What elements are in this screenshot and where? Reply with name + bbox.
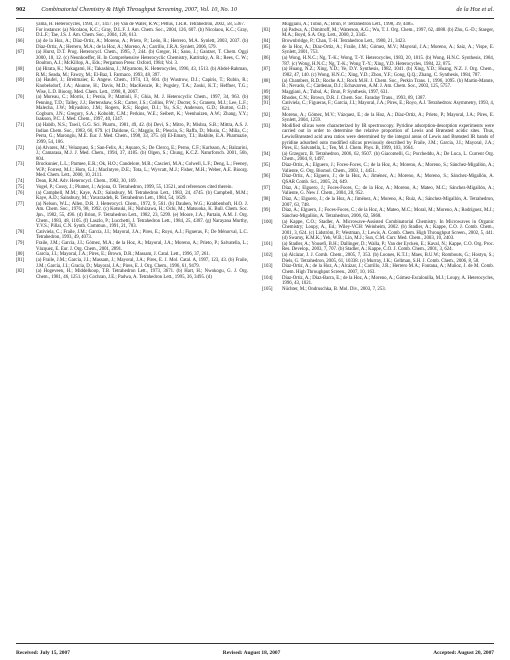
reference-number: [105]	[262, 287, 273, 293]
reference-number: [79]	[16, 241, 25, 247]
reference-entry	[262, 39, 494, 45]
reference-number: [82]	[16, 269, 25, 275]
accepted-date: Accepted: August 20, 2007	[433, 650, 494, 656]
reference-text: Díaz-Ortiz, A.; de la Hoz, A.; Alcázar, J.; Carrillo, J.R.; Herrero M.A.; Fontana, A.; Muñoz, J. de M. Comb. Chem. High Throughput Screen., 2007, 10, 163.	[282, 264, 494, 275]
reference-entry	[16, 258, 248, 269]
reference-entry	[262, 242, 494, 253]
reference-number: [87]	[262, 67, 271, 73]
reference-text: Dean, R.M. Adv. Heterocycl. Chem., 1982, 30, 169.	[36, 179, 137, 185]
reference-text: Rhodes, C.N.; Brown, D.R. J. Chem. Soc. Faraday Trans., 1993, 89, 1387.	[282, 95, 427, 101]
reference-text: (a) Habib, N.S.; Tawil, G.G. Sci. Pharm., 1981, 49, 42. (b) Devi, S.; Mitro, P.; Mishra, S.B.; Mittra, A.S. J. Indian Chem. Soc., 1983, 60, 679. (c) Daidone, G.; Maggio, B.; Plescia, S.; Raffa, D.; Musiu, C.; Milia, C.; Perra, G.; Marongiu, M.E. Eur. J. Med. Chem., 1998, 33, 375. (d) El-Emary, T.I.; Bakhite, E.A. Pharmazie, 1999, 54, 106.	[36, 123, 248, 145]
reference-number: [99]	[262, 208, 271, 214]
reference-entry	[16, 146, 248, 163]
reference-text: (a) Grzegorz, B. Tetrahedron, 2006, 62, 9507. (b) Giacomelli, G.; Porcheddu, A.; De Luca, L. Current Org. Chem., 2004, 8, 1497.	[282, 151, 494, 163]
reference-number: [100]	[262, 219, 273, 225]
reference-text: Díaz-Ortiz, A.; Elguero, J.; de la Hoz, A.; Jiménez, A.; Moreno, A.; Moreno, S.; Sánchez-Migallón, A. QSAR Comb. Sci., 2005, 24, 649.	[282, 174, 494, 185]
reference-text: (a) Alvarez, M.; Velazquez, S.; San-Felix, A.; Aquaro, S.; De Clercq, E.; Perno, C.F.; Karlsson, A.; Balzarini, J.; Camarasa, M.J. J. Med. Chem., 1994, 37, 4185. (b) Olgen, S.; Chung, K.C.Z. Naturforsch. 2001, 56b, 804.	[36, 145, 248, 162]
reference-number: [77]	[16, 201, 25, 207]
reference-entry	[262, 124, 494, 152]
reference-entry	[262, 67, 494, 78]
reference-text: (a) Padwa, A.; Dimitroff, M.; Waterson, A.G.; Wu, T. J. Org. Chem., 1997, 62, 4088. (b) Zhu, G.-D.; Staeger, M.A.; Boyd, S.A. Org. Lett., 2000, 2, 3345.	[282, 27, 494, 39]
page-number: 902	[16, 6, 26, 13]
reference-number: [93]	[262, 123, 271, 129]
reference-text: For instance: (a) Nicolaou, K.C.; Gray, D.L.F. J. Am. Chem. Soc., 2004, 126, 607. (b) Nicolaou, K.C.; Gray, D.L.F.; Tae, J.S. J. Am. Chem. Soc., 2004, 126, 613.	[36, 27, 248, 39]
reference-text: Modified silicas were characterized by IR spectroscopy. Pyridine adsorption-desorption experiments were carried out in order to determine the relative proportion of Lewis and Brønsted acidic sites. Thus, Lewis/Brønsted acid area ratios were determined by the integral areas of Lewis and Brønsted IR bands of pyridine adsorbed onto modified silicas previously described by Fraile, J.M.; García, J.I.; Mayoral, J.A.; Pires, E.; Salvatella, L.; Ten, M. J. Chem. Phys. B, 1999, 103, 1664.	[282, 123, 494, 152]
reference-entry	[262, 56, 494, 67]
reference-number: [70]	[16, 95, 25, 101]
reference-number: [83]	[262, 27, 271, 33]
reference-entry	[262, 174, 494, 185]
reference-number	[16, 22, 36, 28]
reference-number: [95]	[262, 163, 271, 169]
references-body	[16, 22, 494, 638]
reference-entry	[16, 191, 248, 202]
reference-text: Maggiani, A.; Tubul, A.; Brun, P. Synthesis, 1997, 631.	[282, 89, 389, 95]
reference-number: [98]	[262, 196, 271, 202]
reference-text: (a) de la Hoz, A.; Díaz-Ortiz, A.; Moreno, A.; Prieto, P.; León, R.; Herrero, M.A. Synlett, 2003, 2037. (b) Díaz-Ortiz, A.; Herrero, M.A.; de la Hoz, A.; Moreno, A.; Carrillo, J.R.A. Synlett, 2006, 579.	[36, 39, 248, 50]
reference-entry	[262, 253, 494, 264]
reference-number: [92]	[262, 112, 271, 118]
reference-entry	[262, 276, 494, 287]
reference-number	[262, 22, 282, 28]
reference-entry	[262, 22, 494, 28]
reference-text: (a) Fraile, J.M.; García, J.I.; Massam, J.; Mayoral, J.A.; Pires, E. J. Mol. Catal. A, 1997, 123, 43. (b) Fraile, J.M.; García, J.I.; Gracia, D.; Mayoral, J.A.; Pires, E. J. Org. Chem., 1996, 61, 9479.	[36, 258, 248, 269]
reference-entry	[262, 101, 494, 112]
reference-entry	[16, 67, 248, 78]
reference-text: (a) Haufel, J.; Breitmaier, E. Angew. Chem., 1974, 13, 604. (b) Wustrow, D.J.; Capiris, T.; Rubin, R.; Knobelsdorf, J.A.; Akunne, H.; Davis, M.D.; MacKenzie, R.; Pugsley, T.A.; Zoski, K.T.; Heffner, T.G.; Wise, L.D. Bioorg. Med. Chem. Lett., 1998, 8, 2067.	[36, 78, 248, 95]
reference-number: [94]	[262, 151, 271, 157]
reference-text: (a) Hogeveen, H.; Middelkoop, T.B. Tetrahedron Lett., 1973, 3671. (b) Hart, H.; Nwokogu, G. J. Org. Chem., 1981, 46, 1251. (c) Cochran, J.E.; Padwa, A. Tetrahedron Lett., 1995, 36, 3495. (d)	[36, 269, 248, 280]
reference-text: García, J.I.; Mayoral, J.A.; Pires, E.; Brown, D.R.; Massam, J. Catal. Lett., 1996, 37, 261.	[36, 252, 210, 258]
reference-text: Brockunier, L.L.; Parmee, E.R.; Ok, H.O.; Candelore, M.R.; Cascieri, M.A.; Colwell, L.F.; Deng, L.; Feeney, W.P.; Forrest, M.J.; Hom, G.J.; MacIntyre, D.E.; Tota, L.; Wyvratt, M.J.; Fisher, M.H.; Weber, A.E. Bioorg. Med. Chem. Lett., 2000, 10, 2111.	[36, 162, 248, 179]
reference-number: [101]	[262, 241, 273, 247]
received-date: Received: July 15, 2007	[16, 650, 70, 656]
reference-entry	[16, 269, 248, 280]
reference-text: (a) Hurst, D.T. Prog. Heterocycl. Chem., 1995, 7, 244. (b) Gregor, H.; Sano, J.; Gantzer, T. Chem. Oggi 2000, 18, 12. (c) Neunhoeffer, H. In Comprehensive Heterocyclic Chemistry, Katritzky, A. R.; Rees, C. W.; Boulton, A.J.; McKillop, A., Eds.; Pergamon Press: Oxford, 1984; Vol. 3.	[36, 50, 248, 67]
reference-entry	[262, 28, 494, 39]
reference-number: [90]	[262, 95, 271, 101]
reference-entry	[16, 28, 248, 39]
reference-number: [66]	[16, 39, 25, 45]
reference-entry	[262, 45, 494, 56]
reference-entry	[262, 264, 494, 275]
reference-text: (a) Nelson, W.L.; Allen, D.R. J. Heterocycl. Chem., 1972, 9, 561. (b) Dauben, W.G.; Krabbenhoft, H.O. J. Am. Chem. Soc., 1976, 98, 1992. (c) Kotsuki, H.; Nishizawa, H.; Ochi, M.; Matsuoka, K. Bull. Chem. Soc. Jpn., 1982, 55, 496. (d) Brion, F. Tetrahedron Lett., 1982, 23, 5299. (e) Moore, J.A.; Partain, A.M. J. Org. Chem., 1983, 48, 1105. (f) Laszlo, P.; Lucchetti, J. Tetrahedron Lett., 1984, 25, 4387. (g) Narayana Murthy, Y.V.S.; Pillai, C.N. Synth. Commun., 1991, 21, 783.	[36, 201, 248, 230]
reference-entry	[262, 96, 494, 102]
reference-number: [89]	[262, 89, 271, 95]
reference-text: (a) Alcázar, J. J. Comb. Chem., 2005, 7, 353. (b) Loones, K.T.J.; Maes, B.U.W.; Rombouts, G.; Hostyn, S.; Diels, G. Tetrahedron, 2005, 61, 10338. (c) Murray, J.K.; Gellman, S.H. J. Comb. Chem., 2006, 8, 58.	[282, 253, 494, 264]
reference-text: Nüchter, M.; Ondruschka, B. Mol. Div., 2003, 7, 253.	[282, 287, 386, 293]
reference-number: [80]	[16, 252, 25, 258]
running-header	[16, 6, 494, 18]
reference-entry	[262, 113, 494, 124]
reference-text: Vogel, P.; Cossy, J.; Plumet, J.; Arjona, O. Tetrahedron, 1999, 55, 13521, and references cited therein.	[36, 184, 233, 190]
reference-number: [67]	[16, 50, 25, 56]
reference-number: [78]	[16, 229, 25, 235]
reference-number: [65]	[16, 27, 25, 33]
reference-text: Moreno, A.; Gómez, M.V.; Vázquez, E.; de la Hoz, A.; Díaz-Ortiz, A.; Prieto, P.; Mayoral, J.A.; Pires, E. Synlett, 2004, 1259.	[282, 112, 494, 124]
reference-text: (a) Kappe, C.O.; Stadler, A. Microwave-Assisted Combinatorial Chemistry. In Microwaves in Organic Chemistry; Loupy, A., Ed.; Wiley-VCH: Weinheim, 2002. (b) Stadler, A.; Kappe, C.O. J. Comb. Chem., 2001, 3, 624. (c) Lidström, P.; Westman, J.; Lewis, A. Comb. Chem. High Throughput Screen., 2002, 5, 441. (d) Swamy, K.M.K.; Yeh, W.B.; Lin, M.J.; Sun, C.M. Curr. Med. Chem., 2003, 10, 2403.	[282, 219, 494, 242]
reference-number: [86]	[262, 56, 271, 62]
reference-entry	[262, 220, 494, 242]
footer-dates	[16, 643, 494, 656]
reference-number: [74]	[16, 179, 25, 185]
reference-entry	[16, 162, 248, 179]
reference-text: yama, H. Heterocycles, 1994, 37, 1417. (e) Van de Water, R.W.; Pettus, T.R.R. Tetrahedron, 2002, 58, 5367.	[36, 22, 245, 27]
reference-number: [73]	[16, 162, 25, 168]
reference-text: Brownbridge, P.; Chan, T.-H. Tetrahedron Lett., 1980, 21, 3423.	[282, 39, 406, 45]
reference-entry	[262, 163, 494, 174]
reference-text: (a) Hirata, K.; Nakagami, H.; Takashina, J.; Miyamoto, K. Heterocycles, 1996, 43, 1513. (b) Abdel-Rahman, R.M.; Seada, M.; Fawzy, M.; El-Baz, I. Farmaco, 1993, 48, 397.	[36, 67, 248, 78]
reference-text: Díaz-Ortiz, A.; Díaz-Barra, E.; de la Hoz, A.; Moreno, A.; Gómez-Escalonilla, M.J.; Loupy, A. Heterocycles, 1996, 43, 1021.	[282, 275, 494, 287]
reference-number: [81]	[16, 258, 25, 264]
reference-text: (a) Campbell, M.M.; Kaye, A.D.; Sainsbury, M. Tetrahedron Lett., 1983, 24, 4745. (b) Campbell, M.M.; Kaye, A.D.; Sainsbury, M.; Yavarzadeh, R. Tetrahedron Lett., 1984, 54, 1629.	[36, 190, 248, 202]
reference-text: Díaz, A.; Elguero, J.; Foces-Foces, C.; de la Hoz, A.; Mateo, M.C.; Moral, M.; Moreno, A.; Rodríguez, M.J.; Sánchez-Migallón, A. Tetrahedron, 2006, 62, 5868.	[282, 208, 494, 219]
reference-entry	[16, 179, 248, 185]
reference-entry	[262, 208, 494, 219]
reference-entry	[16, 95, 248, 123]
reference-entry	[16, 22, 248, 28]
reference-entry	[16, 202, 248, 230]
reference-entry	[262, 152, 494, 163]
reference-entry	[16, 39, 248, 50]
reference-text: Cativiela, C.; Fraile, J.M.; García, J.I.; Mayoral, J.A.; Pires, E.; Royo, A.J.; Figueras, F.; De Ménorval, L.C. Tetrahedron, 1993, 49, 4073.	[36, 229, 248, 241]
reference-text: (a) Wong, H.N.C.; Ng, T.-K.; Wong, T.-Y. Heterocycles, 1983, 20, 1815. (b) Wong, H.N.C. Synthesis, 1984, 787. (c) Wong, H.N.C.; Ng, T.-K.; Wong T.-Y.; Xing, Y.D. Heterocycles, 1984, 22, 875.	[282, 56, 494, 67]
reference-entry	[262, 90, 494, 96]
running-authors: de la Hoz et al.	[456, 6, 494, 13]
reference-entry	[16, 230, 248, 241]
reference-number: [103]	[262, 264, 273, 270]
reference-entry	[16, 252, 248, 258]
reference-entry	[262, 186, 494, 197]
reference-entry	[262, 197, 494, 208]
reference-text: Díaz-Ortiz, A.; Elguero, J.; Foces-Foces, C.; de la Hoz, A.; Moreno, A.; Moreno, S.; Sánchez-Migallón, A.; Valiente, G. Org. Biomol. Chem., 2003, 1, 4451.	[282, 163, 494, 174]
reference-text: (a) Chambers, R.D.; Roche A.J.; Rock M.H. J. Chem. Soc., Perkin Trans. 1, 1996, 1095. (b) Martín-Matute, B.; Nevado, C.; Cárdenas, D.J.; Echavarren, A.M. J. Am. Chem. Soc., 2003, 125, 5757.	[282, 78, 494, 90]
reference-text: de la Hoz, A.; Díaz-Ortiz, A.; Fraile, J.M.; Gómez, M.V.; Mayoral, J.A.; Moreno, A.; Saiz, A.; Vispe, E. Synlett, 2001, 753.	[282, 44, 494, 56]
reference-entry	[262, 287, 494, 293]
reference-entry	[16, 78, 248, 95]
reference-number: [71]	[16, 123, 25, 129]
reference-number: [72]	[16, 145, 25, 151]
reference-number: [102]	[262, 253, 273, 259]
reference-text: Fraile, J.M.; García, J.I.; Gómez, M.A.; de la Hoz, A.; Mayoral, J.A.; Moreno, A.; Prieto, P.; Salvatella, L.; Vázquez, E. Eur. J. Org. Chem., 2001, 2891.	[36, 241, 248, 252]
reference-number: [85]	[262, 44, 271, 50]
reference-number: [69]	[16, 78, 25, 84]
reference-text: Díaz, A.; Elguero, J.; Foces-Foces, C.; de la Hoz, A.; Moreno, A.; Mateo, M.C.; Sánchez-Migallón, A.; Valiente, G. New J. Chem., 2004, 28, 952.	[282, 185, 494, 197]
reference-text: (a) Huang, N.Z.; Xing, Y.D.; Ye, D.Y. Synthesis, 1982, 1041. (b) Xing, Y.D.; Huang, N.Z. J. Org. Chem., 1982, 47, 140. (c) Wong, H.N.C.; Xing, Y.D.; Zhou, Y.F.; Gong, Q.Q.; Zhang, C. Synthesis, 1984, 787.	[282, 67, 494, 78]
reference-entry	[16, 185, 248, 191]
reference-number: [76]	[16, 190, 25, 196]
reference-text: Cativiela, C.; Figueras, F.; García, J.I.; Mayoral, J.A.; Pires, E.; Royo, A.J. Tetrahedron: Asymmetry, 1993, 4, 621.	[282, 101, 494, 112]
reference-number: [97]	[262, 185, 271, 191]
reference-entry	[16, 50, 248, 67]
reference-number: [84]	[262, 39, 271, 45]
reference-number: [104]	[262, 275, 273, 281]
revised-date: Revised: August 18, 2007	[222, 650, 281, 656]
reference-entry	[16, 123, 248, 145]
reference-number: [96]	[262, 174, 271, 180]
reference-text: (a) Stadler, A.; Yousefi, B.H.; Dallinger, D.; Walla, P.; Van der Eycken, E.; Kaval, N.; Kappe, C.O. Org. Proc. Res. Develop., 2003, 7, 707. (b) Stadler, A.; Kappe, C.O. J. Comb. Chem., 2001, 3, 624.	[282, 241, 494, 253]
left-column	[16, 22, 248, 638]
reference-text: Díaz, A.; Elguero, J.; de la Hoz, A.; Jiménez, A.; Moreno, A.; Ruiz, A.; Sánchez-Migallón, A. Tetrahedron, 2007, 63, 748.	[282, 196, 494, 208]
reference-text: Muggiani, A.; Tubul, A.; Brun, P. Tetrahedron Lett., 1998, 39, 4485.	[282, 22, 414, 27]
reference-entry	[16, 241, 248, 252]
reference-number: [88]	[262, 78, 271, 84]
reference-number: [68]	[16, 67, 25, 73]
header-rule	[16, 18, 494, 19]
reference-number: [91]	[262, 101, 271, 107]
reference-entry	[262, 79, 494, 90]
right-column	[262, 22, 494, 638]
reference-text: (a) Moreau, C.; Morris, I.; Persia, P.; Mattioli, F.; Ghia, M. J. Heterocyclic Chem., 1997, 34, 963. (b) Penning, T.D.; Talley, J.J.; Bertenshaw, S.R.; Carter, J.S.; Collins, P.W.; Docter, S.; Graneto, M.J.; Lee, L.F.; Malecha, J.W.; Miyashiro, J.M.; Rogers, R.S.; Rogier, D.J.; Yu, S.S.; Anderson, G.D.; Burton, G.D.; Cogburn, J.N.; Gregory, S.A.; Koboldt, C.M.; Perkins, W.E.; Seibert, K.; Veenhuizen, A.W.; Zhang, Y.Y.; Isakson, P.C. J. Med. Chem., 1997, 40, 1347.	[36, 95, 248, 123]
journal-title: Combinatorial Chemistry & High Throughput Screening, 2007, Vol. 10, No. 10	[41, 6, 237, 13]
reference-number: [75]	[16, 184, 25, 190]
